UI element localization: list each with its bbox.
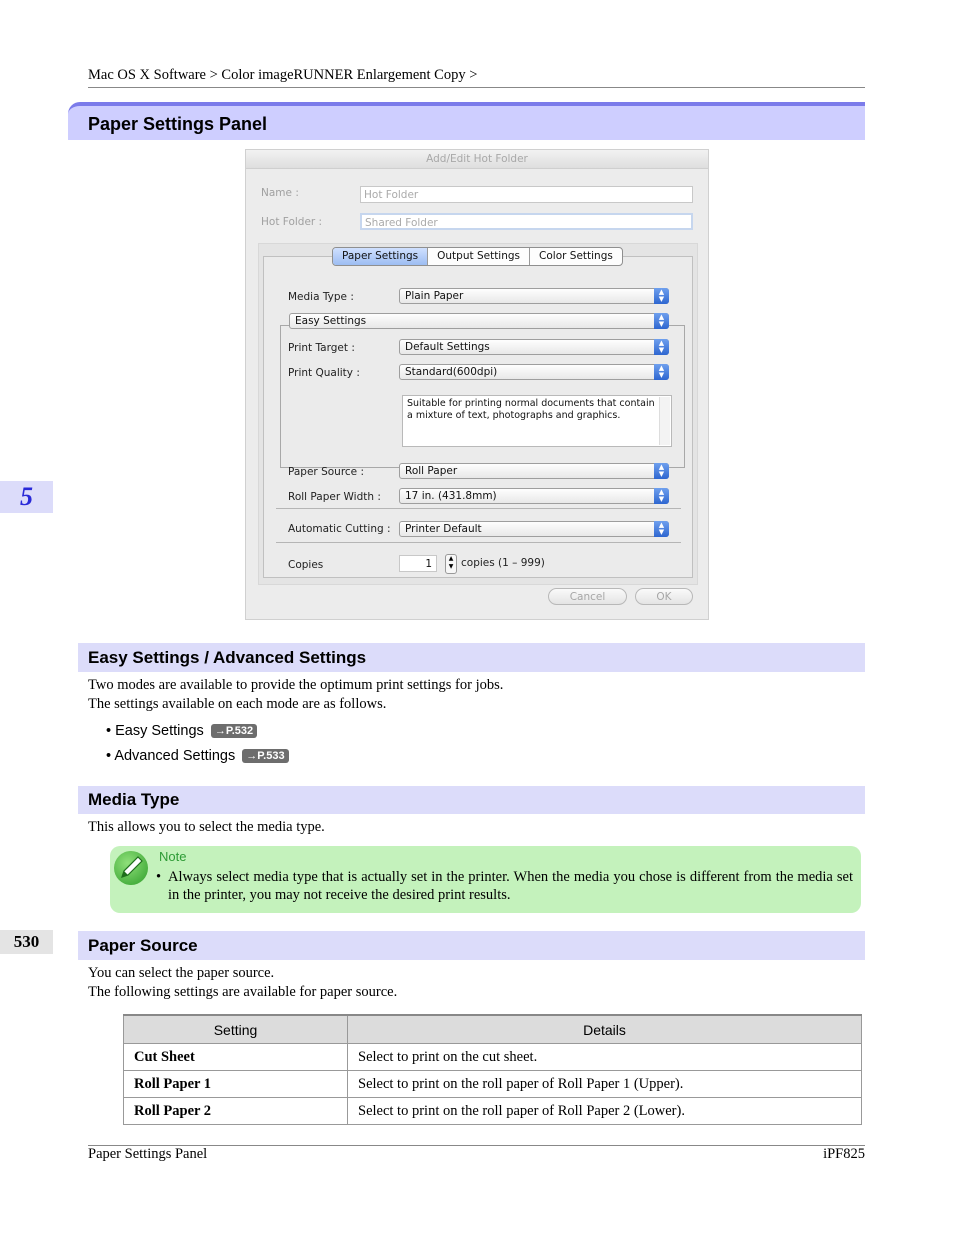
easy-intro-line2: The settings available on each mode are as follows. [88,696,387,712]
separator [276,542,681,543]
popup-arrows-icon: ▲ ▼ [654,339,669,355]
copies-input[interactable]: 1 [399,555,437,572]
popup-arrows-icon: ▲ ▼ [654,364,669,380]
roll-paper-width-value: 17 in. (431.8mm) [405,490,497,502]
hot-folder-label: Hot Folder : [261,216,323,228]
media-type-heading: Media Type [78,786,865,814]
chapter-tab[interactable]: 5 [0,481,53,513]
popup-arrows-icon: ▲ ▼ [654,288,669,304]
copies-label: Copies [288,559,324,571]
paper-source-value: Roll Paper [405,465,458,477]
footer-model: iPF825 [823,1146,865,1162]
popup-arrows-icon: ▲ ▼ [654,521,669,537]
print-quality-popup[interactable] [399,364,669,380]
settings-mode-value: Easy Settings [295,315,367,327]
easy-settings-item: Easy Settings [115,723,204,739]
bullet-glyph: • [156,869,162,885]
media-type-label: Media Type : [288,291,354,303]
pencil-note-icon [114,851,148,885]
name-field[interactable]: Hot Folder [360,186,693,203]
copies-range: copies (1 – 999) [461,557,545,569]
details-cell: Select to print on the roll paper of Roll Paper 1 (Upper). [348,1071,862,1098]
print-target-label: Print Target : [288,342,355,354]
dialog-title: Add/Edit Hot Folder [246,150,708,169]
list-item: • Advanced Settings →P.533 [106,748,289,764]
breadcrumb: Mac OS X Software > Color imageRUNNER Enlargement Copy > [88,67,478,83]
roll-paper-width-popup[interactable] [399,488,669,504]
table-row [124,1044,862,1071]
media-type-popup[interactable] [399,288,669,304]
easy-settings-page-link[interactable]: →P.532 [211,724,257,738]
advanced-settings-page-link[interactable]: →P.533 [242,749,288,763]
note-label: Note [159,849,187,864]
settings-tab-box [258,243,698,585]
print-quality-value: Standard(600dpi) [405,366,498,378]
column-header-setting: Setting [124,1015,348,1044]
tab-paper-settings[interactable]: Paper Settings [333,248,428,265]
details-cell: Select to print on the cut sheet. [348,1044,862,1071]
description-scrollbar[interactable] [659,397,670,445]
section-title: Paper Settings Panel [68,102,865,140]
paper-source-line2: The following settings are available for paper source. [88,984,398,1000]
paper-source-label: Paper Source : [288,466,365,478]
popup-arrows-icon: ▲ ▼ [654,488,669,504]
separator [276,508,681,509]
list-item: • Easy Settings →P.532 [106,723,257,739]
setting-cell: Roll Paper 2 [124,1098,348,1125]
header-rule [88,87,865,88]
table-row [124,1098,862,1125]
paper-source-heading: Paper Source [78,931,865,960]
easy-advanced-heading: Easy Settings / Advanced Settings [78,643,865,672]
print-quality-label: Print Quality : [288,367,360,379]
settings-mode-popup[interactable] [289,313,669,329]
paper-source-table [123,1014,862,1125]
tab-color-settings[interactable]: Color Settings [539,250,613,262]
paper-source-line1: You can select the paper source. [88,965,275,981]
ok-button[interactable]: OK [635,588,693,605]
tab-content-panel [263,256,693,578]
table-row [124,1071,862,1098]
footer-title: Paper Settings Panel [88,1146,208,1162]
setting-cell: Roll Paper 1 [124,1071,348,1098]
popup-arrows-icon: ▲ ▼ [654,313,669,329]
tab-bar [332,247,623,266]
details-cell: Select to print on the roll paper of Roll Paper 2 (Lower). [348,1098,862,1125]
print-target-value: Default Settings [405,341,490,353]
print-target-popup[interactable] [399,339,669,355]
cancel-button[interactable]: Cancel [548,588,627,605]
automatic-cutting-popup[interactable] [399,521,669,537]
easy-intro-line1: Two modes are available to provide the optimum print settings for jobs. [88,677,504,693]
roll-paper-width-label: Roll Paper Width : [288,491,381,503]
add-edit-hot-folder-dialog [245,149,709,620]
quality-description-box [402,395,672,447]
advanced-settings-item: Advanced Settings [114,748,236,764]
note-box [110,846,861,913]
setting-cell: Cut Sheet [124,1044,348,1071]
paper-source-popup[interactable] [399,463,669,479]
automatic-cutting-value: Printer Default [405,523,482,535]
page-number: 530 [0,930,53,954]
popup-arrows-icon: ▲ ▼ [654,463,669,479]
copies-stepper[interactable]: ▲ ▼ [445,554,457,574]
media-type-value: Plain Paper [405,290,464,302]
note-body: Always select media type that is actually set in the printer. When the media you chose is different from the media set in the printer, you may not receive the desired print results. [168,869,853,903]
column-header-details: Details [348,1015,862,1044]
automatic-cutting-label: Automatic Cutting : [288,523,391,535]
name-label: Name : [261,187,299,199]
media-type-text: This allows you to select the media type. [88,819,325,835]
quality-description: Suitable for printing normal documents that contain a mixture of text, photographs and graphics. [407,398,655,421]
hot-folder-field[interactable]: Shared Folder [360,213,693,230]
note-text [156,868,853,904]
tab-output-settings[interactable]: Output Settings [428,248,530,265]
